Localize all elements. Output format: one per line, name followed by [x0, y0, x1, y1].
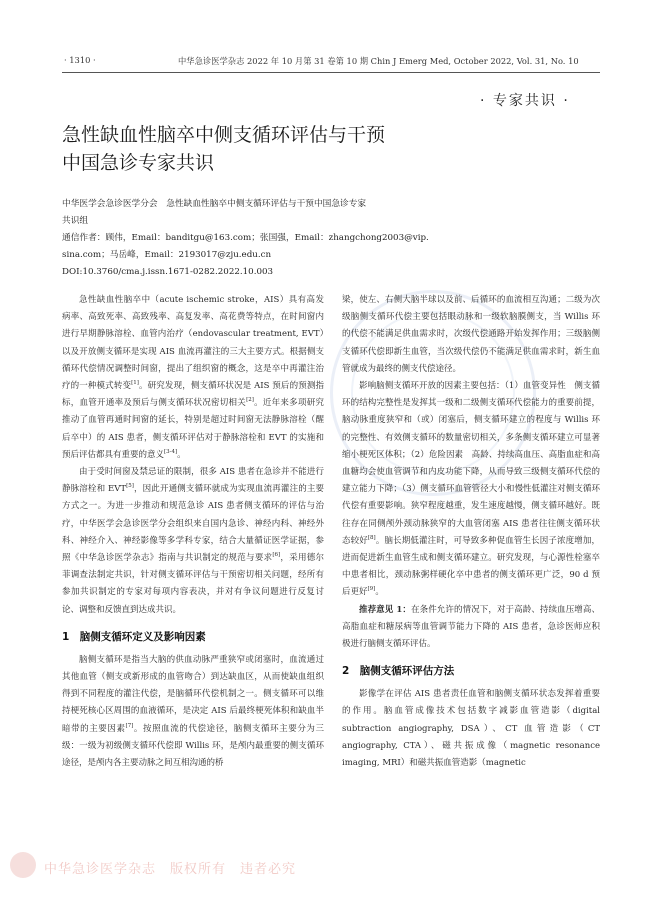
corresponding-line-2: sina.com；马岳峰，Email：2193017@zju.edu.cn: [62, 250, 272, 260]
section-heading-2: 2 脑侧支循环评估方法: [342, 665, 455, 678]
right-column: [342, 292, 600, 772]
column-tag: · 专家共识 ·: [480, 93, 570, 109]
corresponding-line-1: 通信作者：顾伟，Email：banditgu@163.com；张国强，Email：zhangchong2003@vip.: [62, 233, 429, 243]
author-group-line-2: 共识组: [62, 216, 89, 226]
paragraph: 由于受时间窗及禁忌证的限制，很多 AIS 患者在急诊并不能进行静脉溶栓和 EVT[5]，因此开通侧支循环就成为实现血流再灌注的主要方式之一。为进一步推动和规范急诊 AIS 患者侧支循环的评估与治疗，中华医学会急诊医学分会组织来自国内急诊、神经内科、神经外科、神经介入、神经影像等多学科专家，结合大量循证医学证据，参照《中华急诊医学杂志》指南与共识制定的规范与要求[6]，采用德尔菲调查法制定共识，针对侧支循环评估与干预密切相关问题，经所有参加共识制定的专家对每项内容表决，并对有争议问题进行反复讨论、调整和反馈直到达成共识。: [62, 467, 324, 615]
recommendation: 推荐意见 1：在条件允许的情况下，对于高龄、持续血压增高、高脂血症和糖尿病等血管调节能力下降的 AIS 患者，急诊医师应积极进行脑侧支循环评估。: [342, 604, 600, 650]
section-heading-1: 1 脑侧支循环定义及影响因素: [62, 630, 206, 643]
paragraph: 梁，使左、右侧大脑半球以及前、后循环的血流相互沟通；二级为次级脑侧支循环代偿主要包括眼动脉和一级软脑膜侧支，当 Willis 环的代偿不能满足供血需求时，次级代偿通路开始发挥作用；三级脑侧支循环代偿即新生血管，当次级代偿仍不能满足供血需求时，新生血管就成为最终的侧支代偿途径。: [342, 295, 600, 374]
article-title: [62, 121, 385, 177]
paragraph: 脑侧支循环是指当大脑的供血动脉严重狭窄或闭塞时，血流通过其他血管（侧支或新形成的血管吻合）到达缺血区，从而使缺血组织得到不同程度的灌注代偿，是脑循环代偿机制之一。侧支循环可以维持梗死核心区周围的血液循环，是决定 AIS 后最终梗死体积和缺血半暗带的主要因素[7]。按照血流的代偿途径，脑侧支循环主要分为三级：一级为初级侧支循环代偿即 Willis 环，是颅内最重要的侧支循环途径，是颅内各主要动脉之间互相沟通的桥: [62, 654, 324, 769]
author-block: [62, 196, 429, 281]
page-number: · 1310 ·: [64, 55, 96, 65]
journal-logo-icon: [10, 852, 36, 878]
paragraph: 影像学在评估 AIS 患者责任血管和脑侧支循环状态发挥着重要的作用。脑血管成像技术包括数字减影血管造影（digital subtraction angiography, DSA）、CT 血管造影（CT angiography, CTA）、磁共振成像（magnetic resonance imaging, MRI）和磁共振血管造影（magnetic: [342, 689, 600, 769]
header-rule: [62, 72, 600, 73]
footer-watermark-text: 中华急诊医学杂志 版权所有 违者必究: [44, 862, 297, 877]
journal-header: 中华急诊医学杂志 2022 年 10 月第 31 卷第 10 期 Chin J Emerg Med, October 2022, Vol. 31, No. 10: [178, 56, 579, 66]
left-column: [62, 292, 324, 772]
title-line-1: 急性缺血性脑卒中侧支循环评估与干预: [62, 124, 386, 146]
author-group-line-1: 中华医学会急诊医学分会 急性缺血性脑卒中侧支循环评估与干预中国急诊专家: [62, 199, 367, 209]
paragraph: 影响脑侧支循环开放的因素主要包括：（1）血管变异性 侧支循环的结构完整性是发挥其一级和二级侧支循环代偿能力的重要前提，脑动脉重度狭窄和（或）闭塞后，侧支循环建立的程度与 Willis 环的完整性、有效侧支循环的数量密切相关，多条侧支循环建立可显著缩小梗死区体积；（2）危险因素 高龄、持续高血压、高脂血症和高血糖均会使血管调节和内皮功能下降，从而导致三级侧支循环代偿的建立能力下降；（3）侧支循环血管管径大小和慢性低灌注对侧支循环代偿有重要影响。狭窄程度越重，发生速度越慢，侧支循环越好。既往存在同侧颅外颈动脉狭窄的大血管闭塞 AIS 患者往往侧支循环状态较好[8]。脑长期低灌注时，可导致多种促血管生长因子浓度增加，进而促进新生血管生成和侧支循环建立。研究发现，与心源性栓塞卒中患者相比，颈动脉粥样硬化卒中患者的侧支循环更广泛，90 d 预后更好[9]。: [342, 381, 600, 598]
title-line-2: 中国急诊专家共识: [62, 152, 215, 174]
paragraph: 急性缺血性脑卒中（acute ischemic stroke，AIS）具有高发病率、高致死率、高致残率、高复发率、高花费等特点，在时间窗内进行早期静脉溶栓、血管内治疗（endovascular treatment, EVT）以及开放侧支循环是实现 AIS 血流再灌注的三大主要方式。根据侧支循环代偿情况调整时间窗，提出了组织窗的概念，这是卒中再灌注治疗的一种模式转变[1]。研究发现，侧支循环状况是 AIS 预后的预测指标，血管开通率及预后与侧支循环状况密切相关[2]。近年来多项研究推动了血管再通时间窗的延长，特别是超过时间窗无法静脉溶栓（醒后卒中）的 AIS 患者，侧支循环评估对于静脉溶栓和 EVT 的实施和预后评估都具有重要的意义[3-4]。: [62, 295, 324, 460]
doi: DOI:10.3760/cma.j.issn.1671-0282.2022.10.003: [62, 267, 274, 277]
